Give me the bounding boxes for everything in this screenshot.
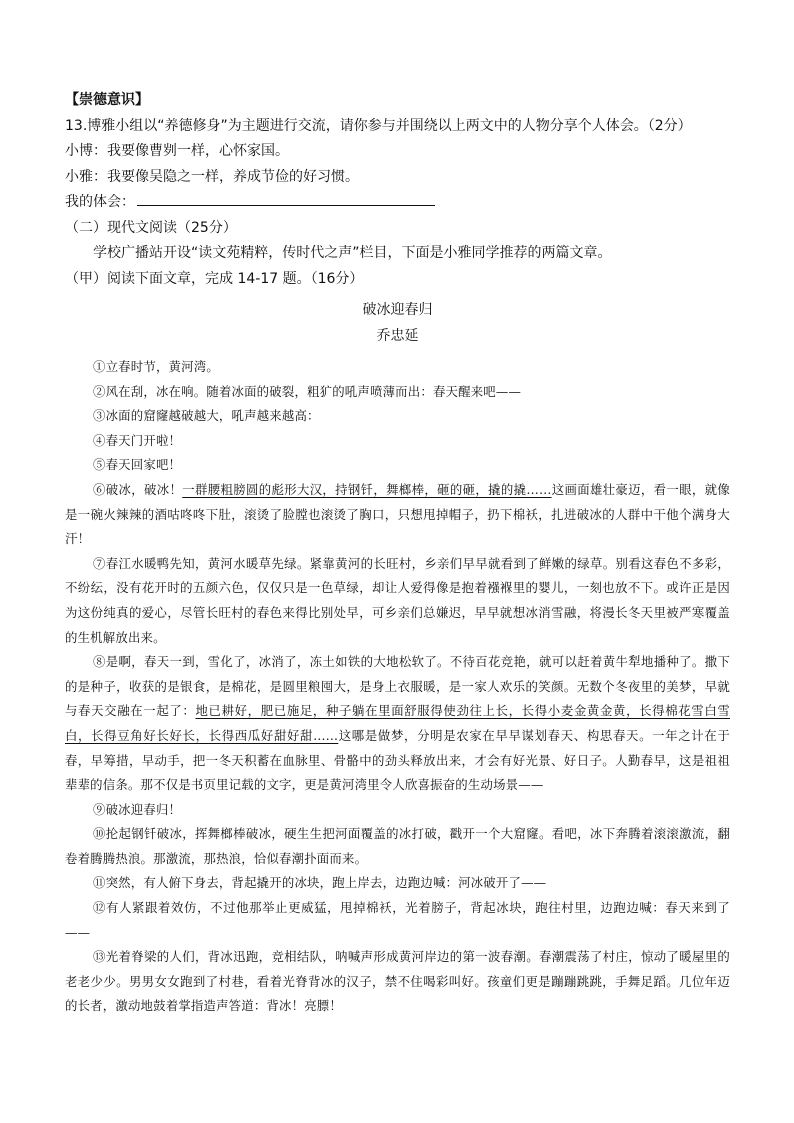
- paragraph-6: [65, 478, 730, 552]
- paragraph-6-start: ⑥破冰，破冰！: [93, 481, 183, 497]
- my-reflection-row: [65, 190, 730, 216]
- paragraph-6-underlined: 一群腰粗膀圆的彪形大汉，持钢钎，舞榔棒，砸的砸，撬的撬……: [182, 481, 552, 497]
- essay-body: [65, 355, 730, 1019]
- paragraph-10: ⑩抡起钢钎破冰，挥舞榔棒破冰，硬生生把河面覆盖的冰打破，戳开一个大窟窿。看吧，冰下奔腾着滚滚激流，翻卷着腾腾热浪。那激流，那热浪，恰似春潮扑面而来。: [65, 826, 730, 866]
- modern-reading-intro: 学校广播站开设“读文苑精粹，传时代之声”栏目，下面是小雅同学推荐的两篇文章。: [93, 245, 612, 261]
- paragraph-11: ⑪突然，有人俯下身去，背起撬开的冰块，跑上岸去，边跑边喊：河冰破开了——: [93, 875, 547, 891]
- essay-title: 破冰迎春归: [362, 302, 433, 318]
- paragraph-9: ⑨破冰迎春归！: [93, 801, 182, 817]
- paragraph-3: ③冰面的窟窿越破越大，吼声越来越高：: [93, 408, 320, 424]
- my-reflection-label: 我的体会：: [65, 194, 135, 210]
- paragraph-7: ⑦春江水暖鸭先知，黄河水暖草先绿。紧靠黄河的长旺村，乡亲们早早就看到了鲜嫩的绿草。别看这春色不多彩，不纷纭，没有花开时的五颜六色，仅仅只是一色草绿，却让人爱得像是抱着襁褓里的婴儿，一刻也放不下。或许正是因为这份纯真的爱心，尽管长旺村的春色来得比别处早，可乡亲们总嫌迟，早早就想冰消雪融，将漫长冬天里被严寒覆盖的生机解放出来。: [65, 555, 730, 645]
- xiaobo-statement: 小博：我要像曹刿一样，心怀家国。: [65, 143, 289, 159]
- paragraph-2: ②风在刮，冰在响。随着冰面的破裂，粗犷的吼声喷薄而出：春天醒来吧——: [93, 383, 522, 399]
- paragraph-8: [65, 650, 730, 798]
- modern-reading-heading: （二）现代文阅读（25分）: [65, 219, 237, 236]
- paragraph-8-start: ⑧是啊，春天一到，雪化了，冰消了，冻土如铁的大地松软了。不待百花竞艳，就可以赶着黄牛犁地播种了。撒下的是种子，收获的是银食，是棉花，是圆里粮囤大，是身上衣服暖，是一家人欢乐的笑颜。无数个冬夜里的美梦，早就与春天交融在一起了：: [65, 654, 730, 719]
- paragraph-8-underlined: 地已耕好，肥已施足，种子躺在里面舒服得使劲往上长，长得小麦金黄金黄，长得棉花雪白雪白，长得豆角好长好长，长得西瓜好甜好甜……: [65, 703, 730, 743]
- question-13: 13.博雅小组以“养德修身”为主题进行交流，请你参与并围绕以上两文中的人物分享个人体会。（2分）: [65, 117, 692, 134]
- document-page: [65, 88, 730, 1019]
- section-label: 【崇德意识】: [65, 92, 149, 108]
- paragraph-1: ①立春时节，黄河湾。: [93, 359, 219, 374]
- paragraph-13: ⑬光着脊梁的人们，背冰迅跑，竞相结队，呐喊声形成黄河岸边的第一波春潮。春潮震荡了村庄，惊动了暖屋里的老老少少。男男女女跑到了村巷，看着光脊背冰的汉子，禁不住喝彩叫好。孩童们更是蹦蹦跳跳，手舞足蹈。几位年迈的长者，激动地鼓着掌指造声答道：背冰！亮膘！: [65, 949, 730, 1014]
- paragraph-5: ⑤春天回家吧！: [93, 457, 182, 473]
- part-a-instruction: （甲）阅读下面文章，完成 14-17 题。（16分）: [65, 270, 364, 287]
- essay-author: 乔忠延: [376, 328, 419, 344]
- xiaoya-statement: 小雅：我要像吴隐之一样，养成节俭的好习惯。: [65, 168, 359, 185]
- answer-blank[interactable]: [137, 191, 435, 206]
- paragraph-8-end: 这哪是做梦，分明是农家在早早谋划春天、构思春天。一年之计在于春，早筹措，早动手，把一冬天积蓄在血脉里、骨骼中的劲头释放出来，才会有好光景、好日子。人勤春早，这是祖祖辈辈的信条。那不仅是书页里记载的文字，更是黄河湾里令人欣喜振奋的生动场景——: [65, 727, 731, 793]
- paragraph-4: ④春天门开啦！: [93, 432, 182, 448]
- paragraph-6-end: 这画面雄壮豪迈，看一眼，就像是一碗火辣辣的酒咕咚咚下肚，滚烫了脸膛也滚烫了胸口，只想甩掉帽子，扔下棉袄，扎进破冰的人群中干他个满身大汗！: [65, 481, 730, 547]
- paragraph-12: ⑫有人紧跟着效仿，不过他那举止更威猛，甩掉棉袄，光着膀子，背起冰块，跑往村里，边跑边喊：春天来到了——: [65, 900, 730, 940]
